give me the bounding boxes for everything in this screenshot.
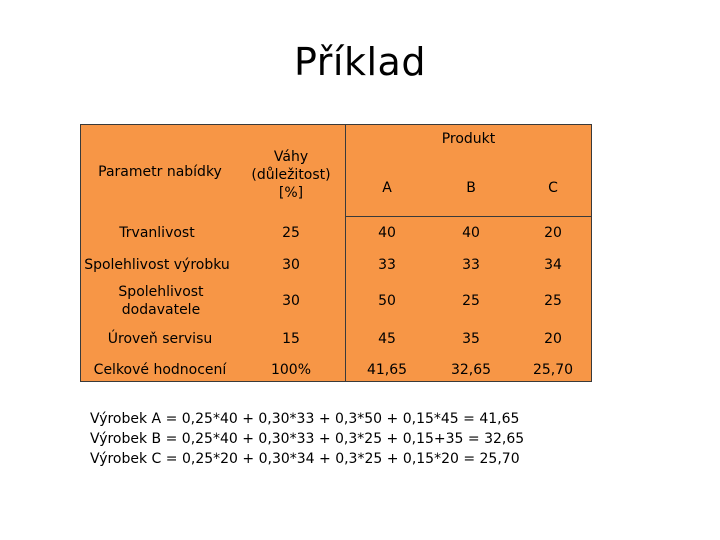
page-title: Příklad bbox=[294, 40, 426, 84]
header-product-c: C bbox=[548, 180, 558, 196]
header-product-b: B bbox=[466, 180, 476, 196]
row-value-a: 41,65 bbox=[366, 362, 408, 378]
row-label: Spolehlivost dodavatele bbox=[118, 284, 204, 318]
row-value-a: 45 bbox=[378, 331, 396, 347]
row-value-a: 50 bbox=[378, 293, 396, 309]
row-value-c: 20 bbox=[544, 225, 562, 241]
evaluation-table bbox=[80, 124, 592, 382]
row-value-b: 40 bbox=[462, 225, 480, 241]
row-value-b: 33 bbox=[462, 257, 480, 273]
row-label: Spolehlivost výrobku bbox=[84, 257, 230, 273]
row-label: Trvanlivost bbox=[119, 225, 195, 241]
row-weight: 100% bbox=[270, 362, 312, 378]
row-value-b: 35 bbox=[462, 331, 480, 347]
row-value-b: 25 bbox=[462, 293, 480, 309]
table-divider bbox=[345, 216, 591, 217]
row-value-c: 34 bbox=[544, 257, 562, 273]
row-weight: 25 bbox=[282, 225, 300, 241]
header-vahy: Váhy (důležitost) [%] bbox=[251, 149, 331, 201]
row-value-c: 20 bbox=[544, 331, 562, 347]
header-produkt: Produkt bbox=[441, 131, 496, 147]
row-value-a: 40 bbox=[378, 225, 396, 241]
note-line-c: Výrobek C = 0,25*20 + 0,30*34 + 0,3*25 + 0,15*20 = 25,70 bbox=[90, 451, 520, 467]
row-value-b: 32,65 bbox=[450, 362, 492, 378]
row-label: Úroveň servisu bbox=[107, 331, 213, 347]
header-product-a: A bbox=[382, 180, 392, 196]
row-value-c: 25,70 bbox=[532, 362, 574, 378]
note-line-a: Výrobek A = 0,25*40 + 0,30*33 + 0,3*50 + 0,15*45 = 41,65 bbox=[90, 411, 520, 427]
row-label: Celkové hodnocení bbox=[93, 362, 227, 378]
row-weight: 30 bbox=[282, 257, 300, 273]
calculation-notes bbox=[90, 409, 610, 469]
row-value-a: 33 bbox=[378, 257, 396, 273]
header-parametr: Parametr nabídky bbox=[98, 164, 222, 180]
row-weight: 15 bbox=[282, 331, 300, 347]
row-weight: 30 bbox=[282, 293, 300, 309]
note-line-b: Výrobek B = 0,25*40 + 0,30*33 + 0,3*25 + 0,15+35 = 32,65 bbox=[90, 431, 525, 447]
row-value-c: 25 bbox=[544, 293, 562, 309]
